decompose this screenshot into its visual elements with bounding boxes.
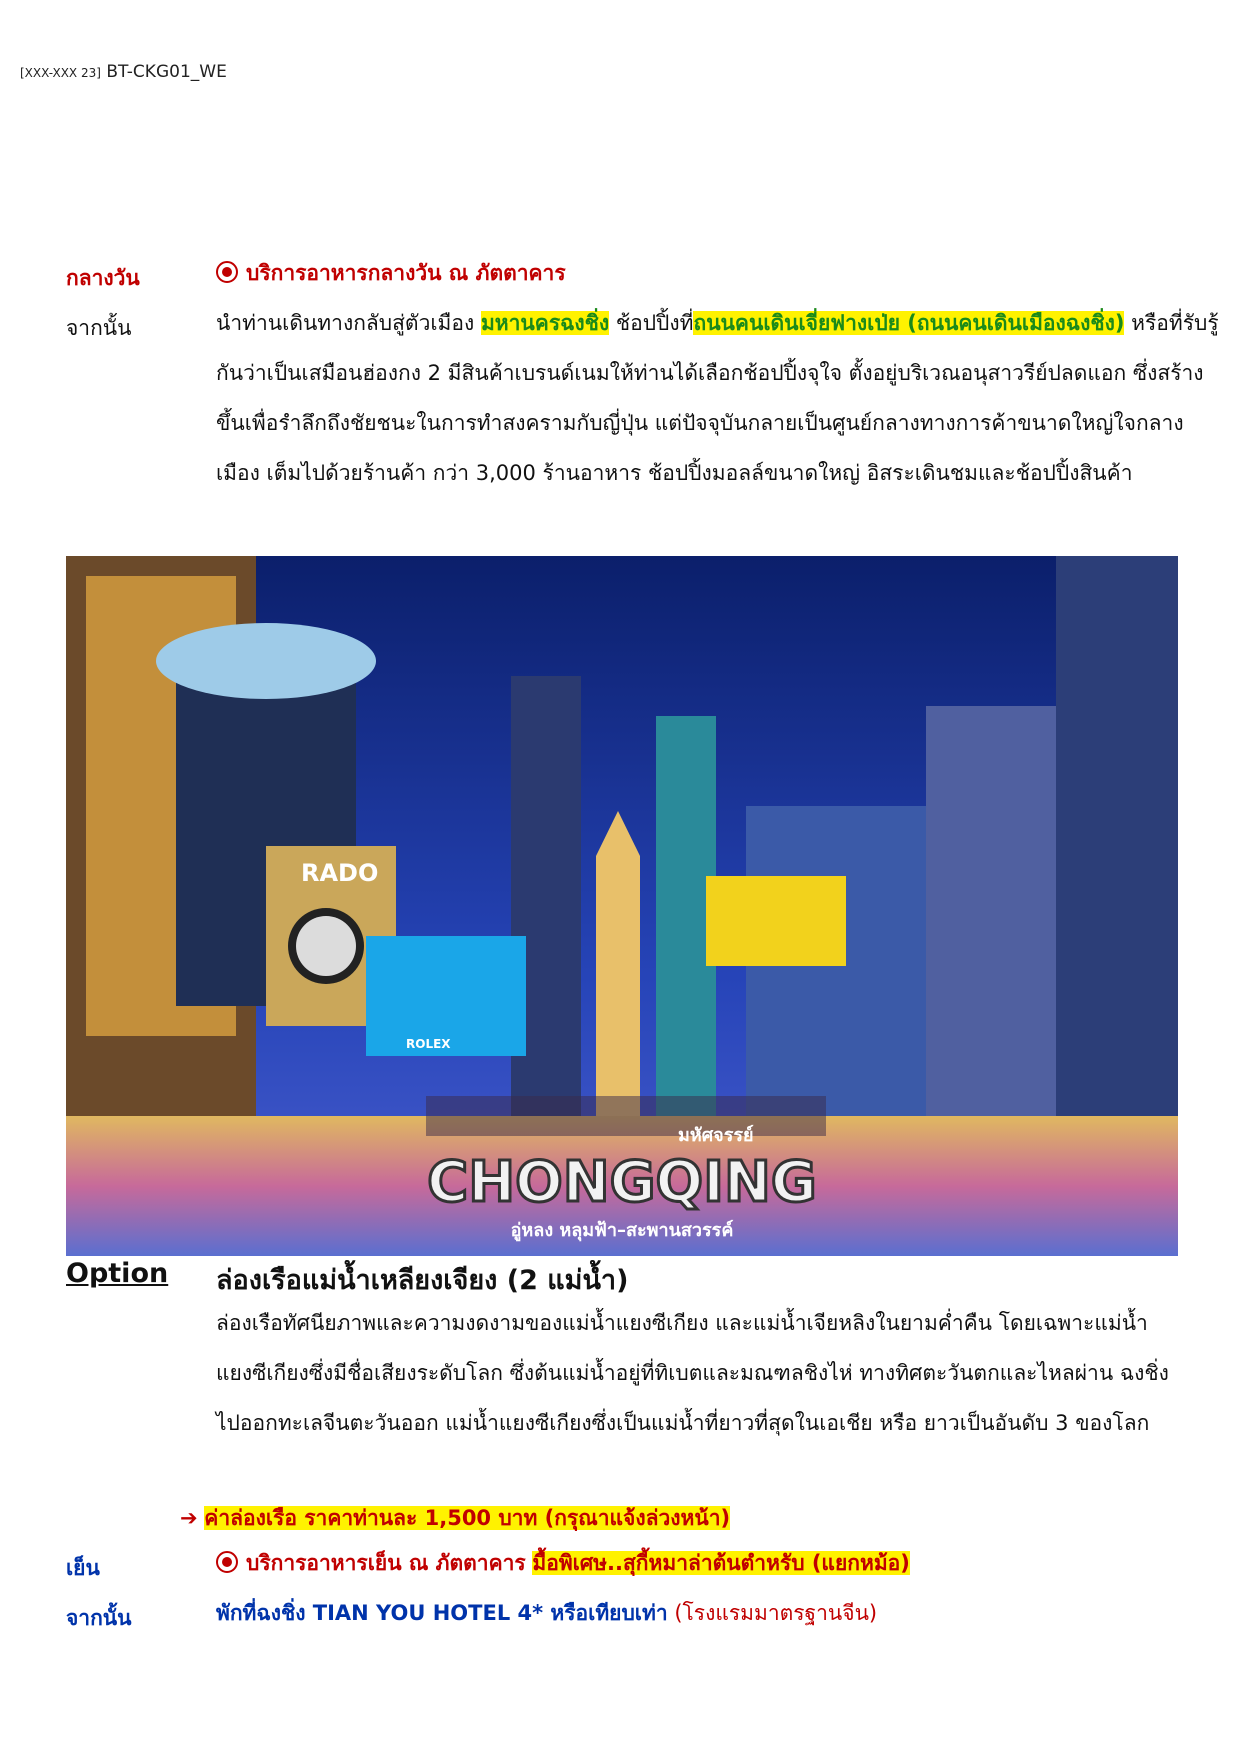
option-price-row: [180, 1502, 730, 1535]
option-description: ล่องเรือทัศนียภาพและความงดงามของแม่น้ำแยงซีเกียง และแม่น้ำเจียหลิงในยามค่ำคืน โดยเฉพาะแม่น้ำแยงซีเกียงซึ่งมีชื่อเสียงระดับโลก ซึ่งต้นแม่น้ำอยู่ที่ทิเบตและมณฑลชิงไห่ ทางทิศตะวันตกและไหลผ่าน ฉงชิ่งไปออกทะเลจีนตะวันออก แม่น้ำแยงซีเกียงซึ่งเป็นแม่น้ำที่ยาวที่สุดในเอเชีย หรือ ยาวเป็นอันดับ 3 ของโลก: [216, 1311, 1169, 1435]
then1-place: มหานครฉงชิ่ง: [480, 311, 610, 335]
then-label-2: จากนั้น: [66, 1606, 132, 1630]
option-heading: [66, 1258, 629, 1296]
meal-icon: [216, 1551, 238, 1573]
then1-p1: นำท่านเดินทางกลับสู่ตัวเมือง: [216, 311, 475, 335]
then-body-2: [216, 1588, 1226, 1638]
dinner-special: มื้อพิเศษ..สุกี้หมาล่าต้นตำหรับ (แยกหม้อ): [532, 1551, 910, 1575]
document-code: [20, 62, 227, 82]
photo-bottom-caption: อู่หลง หลุมฟ้า–สะพานสวรรค์: [510, 1220, 734, 1241]
photo-title: CHONGQING: [427, 1150, 817, 1215]
then1-street: ถนนคนเดินเจี่ยฟางเป่ย (ถนนคนเดินเมืองฉงชิ่ง): [693, 311, 1125, 335]
rado-sign: RADO: [301, 859, 379, 887]
code-prefix: [XXX-XXX 23]: [20, 66, 101, 80]
chongqing-night-photo: [66, 556, 1178, 1256]
then1-p3: หรือที่รับรู้กันว่าเป็นเสมือนฮ่องกง 2 มีสินค้าเบรนด์เนมให้ท่านได้เลือกช้อปปิ้งจุใจ ตั้งอยู่บริเวณอนุสาวรีย์ปลดแอก ซึ่งสร้างขึ้นเพื่อรำลึกถึงชัยชนะในการทำสงครามกับญี่ปุ่น แต่ปัจจุบันกลายเป็นศูนย์กลางทางการค้าขนาดใหญ่ใจกลางเมือง เต็มไปด้วยร้านค้า กว่า 3,000 ร้านอาหาร ช้อปปิ้งมอลล์ขนาดใหญ่ อิสระเดินชมและช้อปปิ้งสินค้า: [216, 311, 1219, 485]
hotel-text: พักที่ฉงชิ่ง TIAN YOU HOTEL 4* หรือเทียบเท่า: [216, 1601, 668, 1625]
then-body-1: [216, 298, 1226, 498]
lunch-text: บริการอาหารกลางวัน ณ ภัตตาคาร: [246, 261, 566, 285]
then1-p2: ช้อปปิ้งที่: [615, 311, 694, 335]
arrow-right-icon: ➔: [180, 1506, 198, 1530]
option-price: ค่าล่องเรือ ราคาท่านละ 1,500 บาท (กรุณาแจ้งล่วงหน้า): [204, 1506, 731, 1530]
option-title: ล่องเรือแม่น้ำเหลียงเจียง (2 แม่น้ำ): [216, 1265, 629, 1296]
hotel-note: (โรงแรมมาตรฐานจีน): [674, 1601, 878, 1625]
then-label-1: จากนั้น: [66, 316, 132, 340]
dinner-body: [216, 1538, 1226, 1588]
option-label: Option: [66, 1258, 169, 1289]
meal-icon: [216, 261, 238, 283]
dinner-text: บริการอาหารเย็น ณ ภัตตาคาร: [246, 1551, 526, 1575]
photo-top-caption: มหัศจรรย์: [678, 1125, 754, 1146]
lunch-body: [216, 248, 1226, 298]
lunch-label: กลางวัน: [66, 266, 140, 290]
code-text: BT-CKG01_WE: [106, 62, 227, 82]
rolex-sign: ROLEX: [406, 1037, 451, 1051]
dinner-label: เย็น: [66, 1556, 100, 1580]
